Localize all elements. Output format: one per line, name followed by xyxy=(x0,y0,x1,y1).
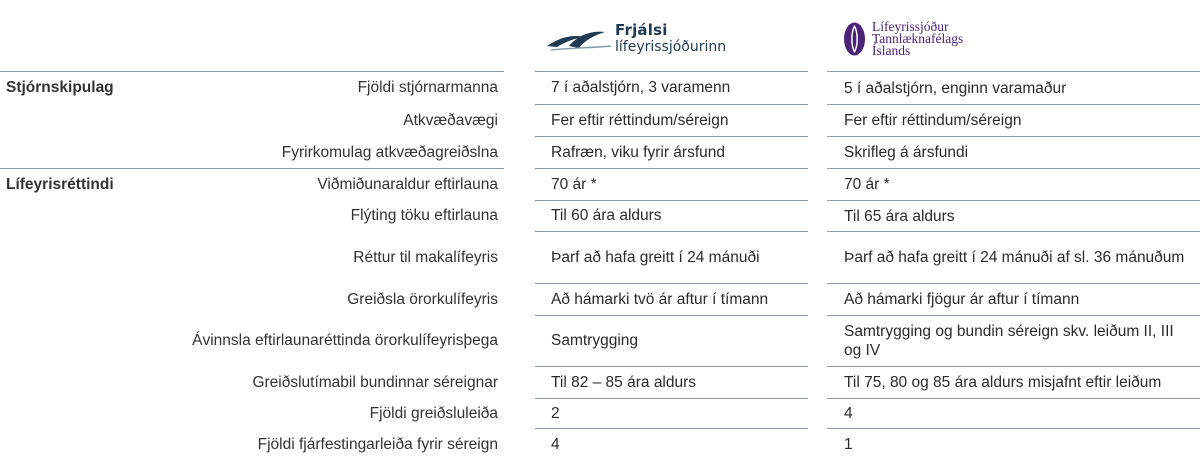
row-label: Fjöldi stjórnarmanna xyxy=(357,79,498,96)
tannlaekna-value: Þarf að hafa greitt í 24 mánuði af sl. 36 mánuðum xyxy=(844,249,1185,266)
row-label: Fjöldi fjárfestingarleiða fyrir séreign xyxy=(257,435,498,453)
row-label: Réttur til makalífeyris xyxy=(353,248,498,266)
frjalsi-value: 2 xyxy=(551,404,560,422)
row-label: Fjöldi greiðsluleiða xyxy=(369,404,498,422)
tannlaekna-value: Samtrygging og bundin séreign skv. leiðum II, III og IV xyxy=(844,323,1174,359)
row-label: Greiðslutímabil bundinnar séreignar xyxy=(252,373,498,391)
tannlaekna-value: 1 xyxy=(844,436,853,453)
table-row xyxy=(0,367,1200,398)
table-row xyxy=(0,105,1200,136)
row-label: Viðmiðunaraldur eftirlauna xyxy=(317,175,498,193)
tannlaekna-value: Skrifleg á ársfundi xyxy=(844,144,969,161)
tannlaekna-value: 4 xyxy=(844,405,853,422)
tannlaekna-logo xyxy=(843,19,963,59)
table-row xyxy=(0,399,1200,428)
row-label: Fyrirkomulag atkvæðagreiðslna xyxy=(281,143,498,161)
frjalsi-value: Til 82 – 85 ára aldurs xyxy=(551,373,697,391)
frjalsi-logo xyxy=(545,18,726,58)
tannlaekna-line2: Tannlæknafélags xyxy=(872,31,964,46)
frjalsi-value: Þarf að hafa greitt í 24 mánuði xyxy=(551,248,760,266)
tooth-seal-icon xyxy=(843,21,866,57)
tannlaekna-value: 70 ár * xyxy=(844,176,890,193)
frjalsi-value: 7 í aðalstjórn, 3 varamenn xyxy=(551,79,731,96)
frjalsi-name: Frjálsi xyxy=(615,20,668,39)
table-row xyxy=(0,284,1200,315)
table-row xyxy=(0,169,1200,200)
tannlaekna-value: Fer eftir réttindum/séreign xyxy=(844,112,1022,129)
row-label: Greiðsla örorkulífeyris xyxy=(347,290,498,308)
table-row xyxy=(0,232,1200,283)
tannlaekna-line3: Íslands xyxy=(872,43,911,58)
frjalsi-value: Rafræn, viku fyrir ársfund xyxy=(551,143,725,161)
tannlaekna-value: Til 75, 80 og 85 ára aldurs misjafnt eftir leiðum xyxy=(844,374,1162,391)
frjalsi-value: Fer eftir réttindum/séreign xyxy=(551,111,729,129)
frjalsi-subtitle: lífeyrissjóðurinn xyxy=(615,38,727,55)
table-row xyxy=(0,429,1200,460)
table-row xyxy=(0,316,1200,366)
row-label: Flýting töku eftirlauna xyxy=(350,207,498,224)
frjalsi-value: 4 xyxy=(551,435,560,453)
tannlaekna-value: Að hámarki fjögur ár aftur í tímann xyxy=(844,291,1080,308)
tannlaekna-line1: Lífeyrissjóður xyxy=(872,19,949,34)
row-label: Ávinnsla eftirlaunaréttinda örorkulífeyrisþega xyxy=(192,332,498,349)
section-title: Stjórnskipulag xyxy=(6,79,114,96)
tannlaekna-value: 5 í aðalstjórn, enginn varamaður xyxy=(844,79,1067,97)
table-row xyxy=(0,72,1200,104)
bird-logo-icon xyxy=(545,24,613,52)
frjalsi-value: Að hámarki tvö ár aftur í tímann xyxy=(551,290,769,308)
section-title: Lífeyrisréttindi xyxy=(6,175,114,193)
row-label: Atkvæðavægi xyxy=(403,111,498,129)
frjalsi-value: Samtrygging xyxy=(551,332,639,349)
frjalsi-value: 70 ár * xyxy=(551,175,597,193)
table-row xyxy=(0,201,1200,231)
table-row xyxy=(0,137,1200,168)
tannlaekna-value: Til 65 ára aldurs xyxy=(844,207,955,225)
frjalsi-value: Til 60 ára aldurs xyxy=(551,207,662,224)
